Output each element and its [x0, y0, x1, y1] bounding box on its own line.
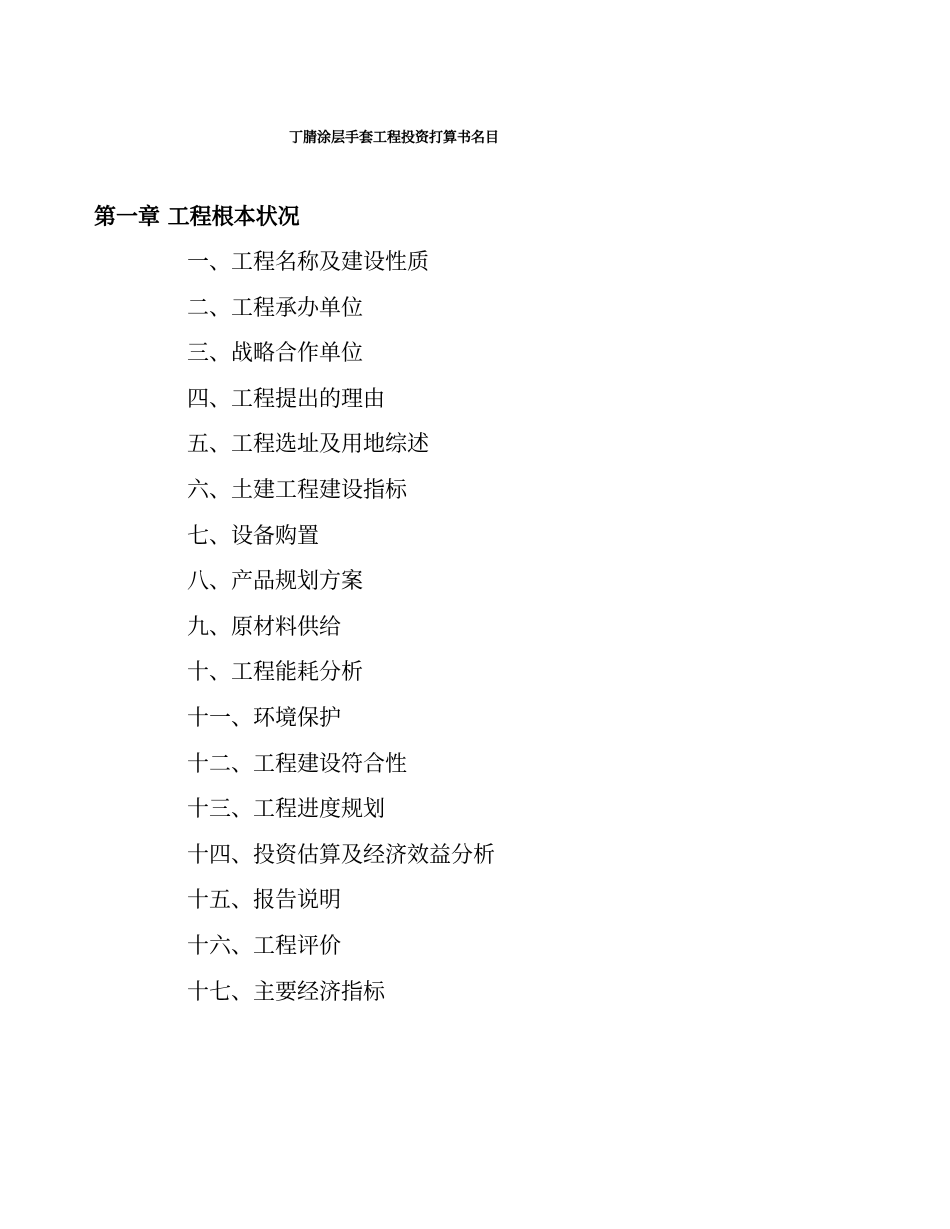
toc-item: 二、工程承办单位 [187, 295, 364, 321]
toc-item: 九、原材料供给 [187, 614, 342, 640]
toc-item: 六、土建工程建设指标 [187, 477, 408, 503]
toc-item: 三、战略合作单位 [187, 341, 364, 367]
toc-item: 十五、报告说明 [187, 888, 342, 914]
toc-item: 十、工程能耗分析 [187, 660, 364, 686]
toc-item: 十二、工程建设符合性 [187, 751, 408, 777]
toc-item: 十三、工程进度规划 [187, 797, 386, 823]
toc-item: 十六、工程评价 [187, 933, 342, 959]
toc-item: 五、工程选址及用地综述 [187, 432, 430, 458]
toc-item: 十一、环境保护 [187, 705, 342, 731]
toc-item: 四、工程提出的理由 [187, 386, 386, 412]
toc-item: 七、设备购置 [187, 523, 320, 549]
toc-item: 十七、主要经济指标 [187, 979, 386, 1005]
toc-item: 十四、投资估算及经济效益分析 [187, 842, 496, 868]
toc-list [187, 248, 495, 1023]
chapter-heading: 第一章 工程根本状况 [94, 205, 300, 230]
toc-item: 一、工程名称及建设性质 [187, 250, 430, 275]
document-title: 丁腈涂层手套工程投资打算书名目 [289, 130, 499, 146]
toc-item: 八、产品规划方案 [187, 569, 364, 595]
